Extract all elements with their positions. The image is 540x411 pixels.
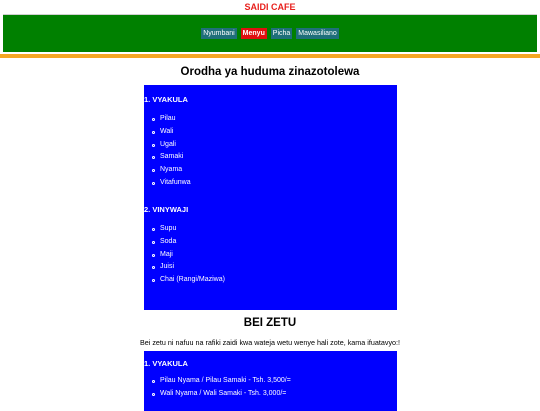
list-item bbox=[158, 113, 191, 126]
list-item bbox=[158, 139, 191, 152]
bullet-icon bbox=[152, 228, 155, 231]
navbar bbox=[3, 14, 537, 52]
bullet-icon bbox=[152, 254, 155, 257]
site-title: SAIDI CAFE bbox=[244, 2, 296, 12]
list-item bbox=[158, 249, 225, 262]
list-item bbox=[158, 274, 225, 287]
services-heading: Orodha ya huduma zinazotolewa bbox=[180, 66, 360, 78]
prices-box bbox=[144, 351, 397, 411]
section-title-vyakula: 1. VYAKULA bbox=[144, 95, 188, 104]
item-label: Samaki bbox=[160, 153, 184, 161]
list-item bbox=[158, 126, 191, 139]
item-label: Wali bbox=[160, 127, 174, 135]
section-title-vinywaji: 2. VINYWAJI bbox=[144, 205, 189, 214]
item-label: Nyama bbox=[160, 166, 183, 174]
bullet-icon bbox=[152, 241, 155, 244]
bullet-icon bbox=[152, 156, 155, 159]
item-label: Supu bbox=[160, 225, 177, 232]
price-list bbox=[158, 375, 291, 401]
prices-intro: Bei zetu ni nafuu na rafiki zaidi kwa wateja wetu wenye hali zote, kama ifuatavyo:! bbox=[139, 338, 401, 347]
item-label: Ugali bbox=[160, 140, 176, 148]
list-item bbox=[158, 236, 225, 249]
prices-heading: BEI ZETU bbox=[243, 317, 297, 329]
item-label: Chai (Rangi/Maziwa) bbox=[160, 276, 225, 284]
bullet-icon bbox=[152, 182, 155, 185]
item-label: Juisi bbox=[160, 263, 175, 271]
list-item bbox=[158, 177, 191, 190]
list-item bbox=[158, 223, 225, 236]
nav-item-menyu[interactable]: Menyu bbox=[242, 30, 265, 37]
list-item bbox=[158, 261, 225, 274]
list-item bbox=[158, 151, 191, 164]
bullet-icon bbox=[152, 380, 155, 383]
item-label: Wali Nyama / Wali Samaki - Tsh. 3,000/= bbox=[160, 389, 287, 397]
bullet-icon bbox=[152, 169, 155, 172]
list-item bbox=[158, 375, 291, 388]
item-label: Pilau bbox=[160, 115, 176, 122]
nav-menu bbox=[3, 28, 537, 39]
accent-divider bbox=[0, 54, 540, 58]
bullet-icon bbox=[152, 144, 155, 147]
item-label: Vitafunwa bbox=[160, 178, 191, 186]
item-label: Maji bbox=[160, 250, 173, 258]
bullet-icon bbox=[152, 393, 155, 396]
bullet-icon bbox=[152, 266, 155, 269]
nav-item-nyumbani[interactable]: Nyumbani bbox=[203, 30, 235, 37]
bullet-icon bbox=[152, 118, 155, 121]
nav-item-mawasiliano[interactable]: Mawasiliano bbox=[298, 30, 337, 37]
services-box bbox=[144, 85, 397, 310]
item-label: Pilau Nyama / Pilau Samaki - Tsh. 3,500/= bbox=[160, 377, 291, 384]
drinks-list bbox=[158, 223, 225, 287]
list-item bbox=[158, 388, 291, 401]
nav-item-picha[interactable]: Picha bbox=[272, 30, 291, 37]
food-list bbox=[158, 113, 191, 190]
bullet-icon bbox=[152, 279, 155, 282]
item-label: Soda bbox=[160, 237, 177, 245]
bullet-icon bbox=[152, 131, 155, 134]
list-item bbox=[158, 164, 191, 177]
price-section-title-vyakula: 1. VYAKULA bbox=[144, 359, 188, 368]
